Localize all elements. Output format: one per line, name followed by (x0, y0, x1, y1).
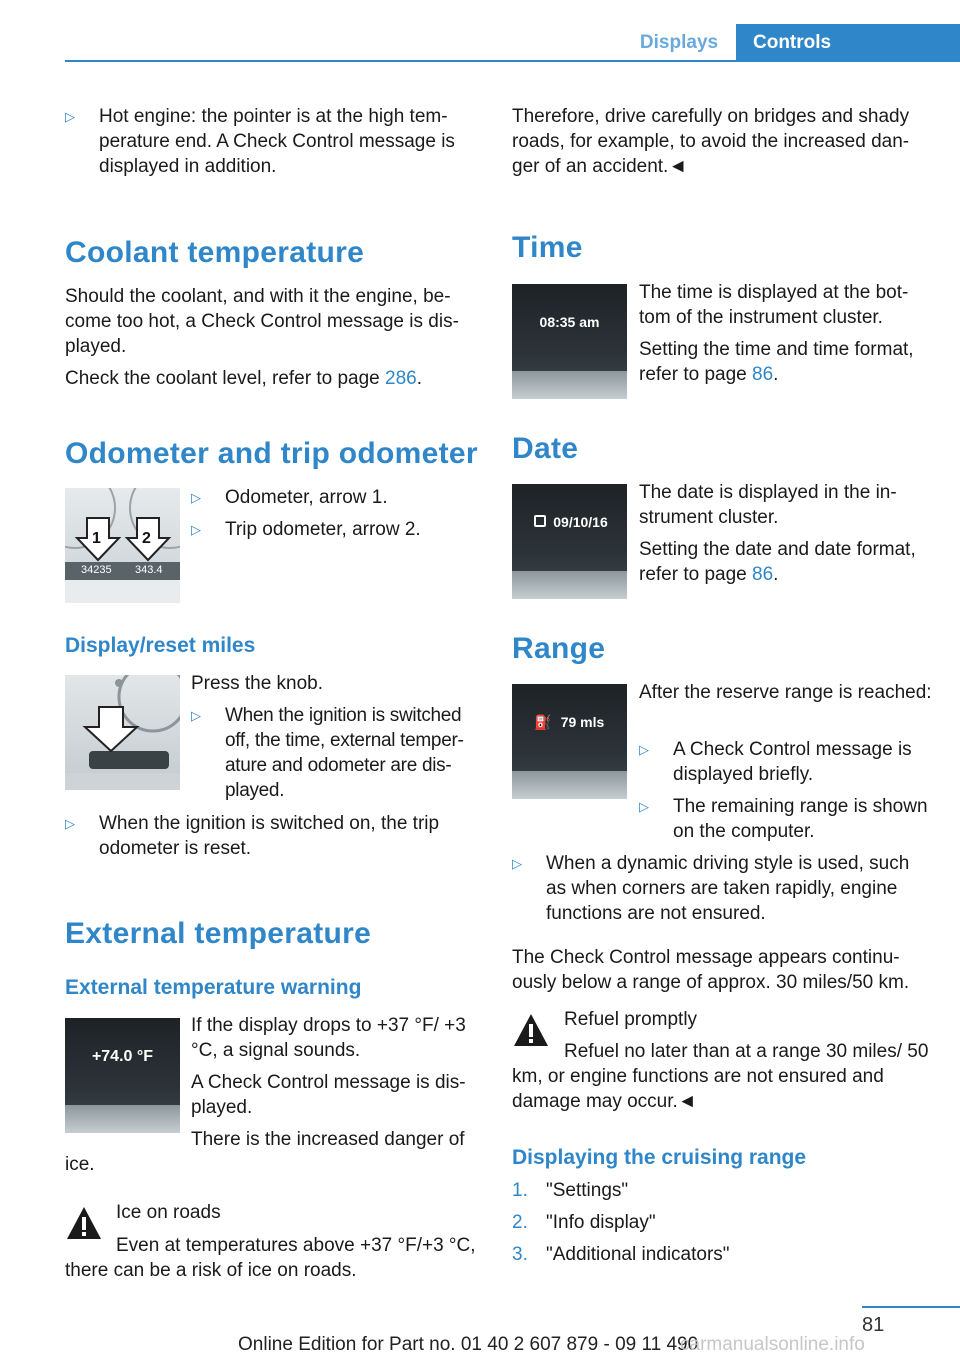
heading-odometer: Odometer and trip odometer (65, 437, 478, 470)
list-item: 3. "Additional indicators" (512, 1244, 730, 1265)
bullet-hot-engine: ▷ Hot engine: the pointer is at the high tem-perature end. A Check Control message is displayed in addition. (65, 106, 455, 177)
page-number: 81 (862, 1314, 885, 1336)
range-figure (512, 684, 627, 799)
bullet-triangle-icon: ▷ (191, 490, 201, 505)
date-text: The date is displayed in the in-strument cluster. (639, 482, 897, 528)
list-item: 1. "Settings" (512, 1180, 629, 1201)
footer-rule (862, 1306, 960, 1308)
watermark: carmanualsonline.info (680, 1334, 865, 1355)
bullet-dynamic-driving: ▷ When a dynamic driving style is used, such as when corners are taken rapidly, engine functions are not ensured. (512, 853, 910, 924)
ext-temp-text3: There is the increased danger of ice. (65, 1129, 465, 1175)
bullet-triangle-icon: ▷ (65, 109, 75, 124)
date-readout: 09/10/16 (553, 514, 608, 530)
bullet-odometer: ▷ Odometer, arrow 1. (191, 487, 388, 508)
page-link-86-time[interactable]: 86 (752, 364, 774, 385)
list-item: 2. "Info display" (512, 1212, 656, 1233)
ext-temp-text1: If the display drops to +37 °F/ +3 °C, a signal sounds. (191, 1015, 466, 1061)
heading-time: Time (512, 231, 583, 264)
knob-figure (65, 675, 180, 790)
continued-text: Therefore, drive carefully on bridges and shady roads, for example, to avoid the increased dan-ger of an accident.◄ (512, 106, 910, 177)
bullet-ignition-on: ▷ When the ignition is switched on, the trip odometer is reset. (65, 813, 440, 859)
bullet-triangle-icon: ▷ (65, 816, 75, 831)
reset-press-text: Press the knob. (191, 673, 324, 694)
date-setting-text: Setting the date and date format, refer to page 86. (639, 539, 916, 585)
knob-illustration (65, 675, 180, 790)
tab-displays[interactable]: Displays (622, 24, 736, 62)
ext-temp-readout: +74.0 °F (91, 1048, 154, 1065)
ext-temp-figure (65, 1018, 180, 1133)
heading-cruising-range: Displaying the cruising range (512, 1146, 807, 1169)
header-rule (65, 60, 960, 62)
warning-refuel-text: Refuel no later than at a range 30 miles/ 50 km, or engine functions are not ensured and damage may occur.◄ (512, 1041, 929, 1112)
heading-reset: Display/reset miles (65, 634, 256, 657)
arrow-label-1: 1 (92, 530, 101, 547)
odometer-figure (65, 488, 180, 603)
fuel-pump-icon: ⛽ (534, 714, 552, 730)
bullet-triangle-icon: ▷ (639, 799, 649, 814)
bullet-triangle-icon: ▷ (191, 522, 201, 537)
odometer-value: 34235 (81, 564, 112, 576)
edition-text: Online Edition for Part no. 01 40 2 607 879 - 09 11 490 (238, 1334, 699, 1355)
time-setting-text: Setting the time and time format, refer to page 86. (639, 339, 914, 385)
warning-refuel-title: Refuel promptly (564, 1009, 698, 1030)
tab-controls[interactable]: Controls (736, 24, 960, 62)
range-readout: 79 mls (560, 714, 605, 730)
date-figure (512, 484, 627, 599)
heading-date: Date (512, 432, 579, 465)
warning-ice-title: Ice on roads (116, 1202, 221, 1223)
coolant-text: Should the coolant, and with it the engine, be-come too hot, a Check Control message is dis-played. (65, 286, 459, 357)
time-text: The time is displayed at the bot-tom of the instrument cluster. (639, 282, 909, 328)
heading-ext-temp-warning: External temperature warning (65, 976, 362, 999)
bullet-range-computer: ▷ The remaining range is shown on the computer. (639, 796, 928, 842)
time-readout: 08:35 am (539, 314, 600, 330)
page-link-86-date[interactable]: 86 (752, 564, 774, 585)
bullet-ignition-off: ▷ When the ignition is switched off, the time, external temper-ature and odometer are dis-played. (191, 705, 464, 801)
heading-range: Range (512, 632, 606, 665)
heading-ext-temp: External temperature (65, 917, 372, 950)
arrow-label-2: 2 (142, 530, 151, 547)
range-text: After the reserve range is reached: (639, 682, 932, 703)
range-check-control-text: The Check Control message appears continu-ously below a range of approx. 30 miles/50 km. (512, 947, 910, 993)
page-link-286[interactable]: 286 (385, 368, 417, 389)
warning-ice-text: Even at temperatures above +37 °F/+3 °C, there can be a risk of ice on roads. (65, 1235, 476, 1281)
bullet-range-check-control: ▷ A Check Control message is displayed briefly. (639, 739, 912, 785)
trip-value: 343.4 (135, 564, 163, 576)
bullet-triangle-icon: ▷ (191, 708, 201, 723)
bullet-triangle-icon: ▷ (512, 856, 522, 871)
bullet-trip-odometer: ▷ Trip odometer, arrow 2. (191, 519, 421, 540)
ext-temp-text2: A Check Control message is dis-played. (191, 1072, 466, 1118)
odometer-illustration (65, 488, 180, 603)
heading-coolant: Coolant temperature (65, 236, 365, 269)
coolant-level-text: Check the coolant level, refer to page 286. (65, 368, 423, 389)
time-figure (512, 284, 627, 399)
bullet-triangle-icon: ▷ (639, 742, 649, 757)
